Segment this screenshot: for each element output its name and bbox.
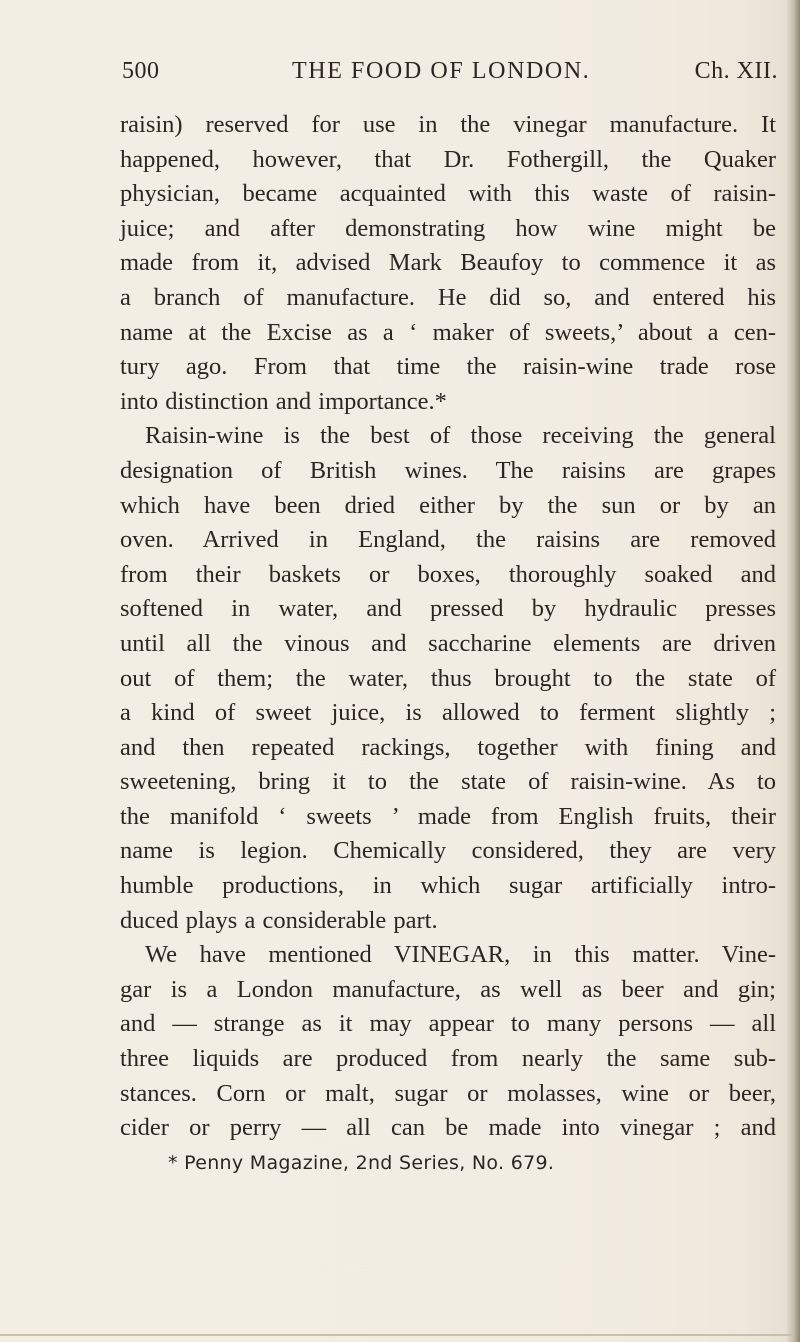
running-head <box>122 58 778 92</box>
text-line: duced plays a considerable part. <box>120 906 438 934</box>
text-line: into distinction and importance.* <box>120 387 447 415</box>
text-line: humble productions, in which sugar artificially intro- <box>120 872 776 900</box>
text-line: name is legion. Chemically considered, they are very <box>120 837 776 865</box>
text-line: designation of British wines. The raisins are grapes <box>120 456 776 484</box>
text-line: out of them; the water, thus brought to the state of <box>120 664 776 692</box>
text-line: stances. Corn or malt, sugar or molasses, wine or beer, <box>120 1079 776 1107</box>
text-line: happened, however, that Dr. Fothergill, the Quaker <box>120 145 776 173</box>
text-line: cider or perry — all can be made into vinegar ; and <box>120 1114 776 1142</box>
chapter-label: Ch. XII. <box>694 58 778 84</box>
text-line: and then repeated rackings, together with fining and <box>120 733 776 761</box>
text-line: gar is a London manufacture, as well as beer and gin; <box>120 975 776 1003</box>
text-line: oven. Arrived in England, the raisins are removed <box>120 526 776 554</box>
text-line: a branch of manufacture. He did so, and entered his <box>120 283 776 311</box>
text-line: which have been dried either by the sun or by an <box>120 491 776 519</box>
text-line: We have mentioned VINEGAR, in this matter. Vine- <box>145 941 776 969</box>
text-line: raisin) reserved for use in the vinegar manufacture. It <box>120 111 776 138</box>
text-line: made from it, advised Mark Beaufoy to commence it as <box>120 249 776 277</box>
text-line: juice; and after demonstrating how wine might be <box>120 214 776 242</box>
text-line: the manifold ‘ sweets ’ made from English fruits, their <box>120 802 776 830</box>
text-line: Raisin-wine is the best of those receiving the general <box>145 422 776 450</box>
text-line: tury ago. From that time the raisin-wine trade rose <box>120 353 776 381</box>
text-line: name at the Excise as a ‘ maker of sweets,’ about a cen- <box>120 318 776 346</box>
text-line: until all the vinous and saccharine elements are driven <box>120 629 776 657</box>
text-line: softened in water, and pressed by hydraulic presses <box>120 595 776 623</box>
text-line: a kind of sweet juice, is allowed to ferment slightly ; <box>120 699 776 727</box>
bottom-divider <box>0 1334 792 1336</box>
footnote: * Penny Magazine, 2nd Series, No. 679. <box>168 1152 555 1174</box>
text-line: sweetening, bring it to the state of raisin-wine. As to <box>120 768 776 796</box>
text-line: from their baskets or boxes, thoroughly soaked and <box>120 560 776 588</box>
page-number: 500 <box>122 58 160 84</box>
body-text <box>120 108 776 1146</box>
text-line: three liquids are produced from nearly the same sub- <box>120 1045 776 1073</box>
text-line: and — strange as it may appear to many persons — all <box>120 1010 776 1038</box>
page-edge-shadow <box>786 0 800 1342</box>
text-line: physician, became acquainted with this waste of raisin- <box>120 180 776 208</box>
running-title: THE FOOD OF LONDON. <box>292 58 591 84</box>
